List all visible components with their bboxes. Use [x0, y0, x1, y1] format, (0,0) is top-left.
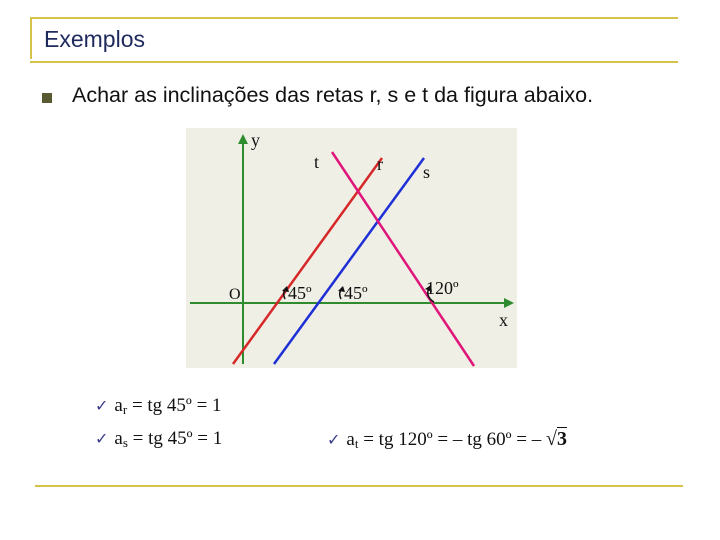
- bottom-divider: [35, 485, 683, 487]
- line-r-label: r: [377, 154, 383, 174]
- y-axis-label: y: [251, 130, 260, 150]
- line-t-label: t: [314, 152, 320, 172]
- answer-r-rest: = tg 45º = 1: [127, 395, 222, 416]
- line-t: [332, 152, 474, 366]
- angle-label-t: 120º: [426, 278, 459, 298]
- title-frame: [30, 17, 678, 59]
- answer-r: [95, 395, 222, 418]
- problem-statement: Achar as inclinações das retas r, s e t da figura abaixo.: [72, 83, 594, 107]
- answer-t-a: a: [346, 429, 355, 450]
- origin-label: O: [229, 286, 241, 303]
- answer-r-sub: r: [122, 402, 128, 417]
- line-s-label: s: [423, 162, 431, 182]
- answer-t-sub: t: [354, 436, 359, 451]
- answer-s-a: a: [114, 428, 123, 449]
- slope-figure: [186, 128, 517, 368]
- answer-t-rest: = tg 120º = – tg 60º = –: [358, 429, 542, 450]
- x-axis-label: x: [499, 310, 508, 330]
- sqrt-radicand: 3: [556, 428, 567, 450]
- x-axis-arrow: [504, 298, 514, 308]
- page-title: Exemplos: [44, 26, 145, 52]
- angle-label-s: 45º: [344, 283, 368, 303]
- answer-s-rest: = tg 45º = 1: [127, 428, 223, 449]
- line-s: [274, 158, 424, 364]
- answer-s-sub: s: [122, 435, 128, 450]
- answer-r-a: a: [114, 395, 123, 416]
- y-axis-arrow: [238, 134, 248, 144]
- angle-label-r: 45º: [288, 283, 312, 303]
- check-icon: ✓: [95, 429, 109, 448]
- answer-t: [327, 428, 567, 452]
- line-r: [233, 158, 382, 364]
- check-icon: ✓: [327, 430, 341, 449]
- bullet-marker: [42, 93, 52, 103]
- figure-svg: [186, 128, 517, 368]
- check-icon: ✓: [95, 396, 109, 415]
- sqrt-symbol: √: [545, 428, 557, 450]
- answer-s: [95, 428, 222, 451]
